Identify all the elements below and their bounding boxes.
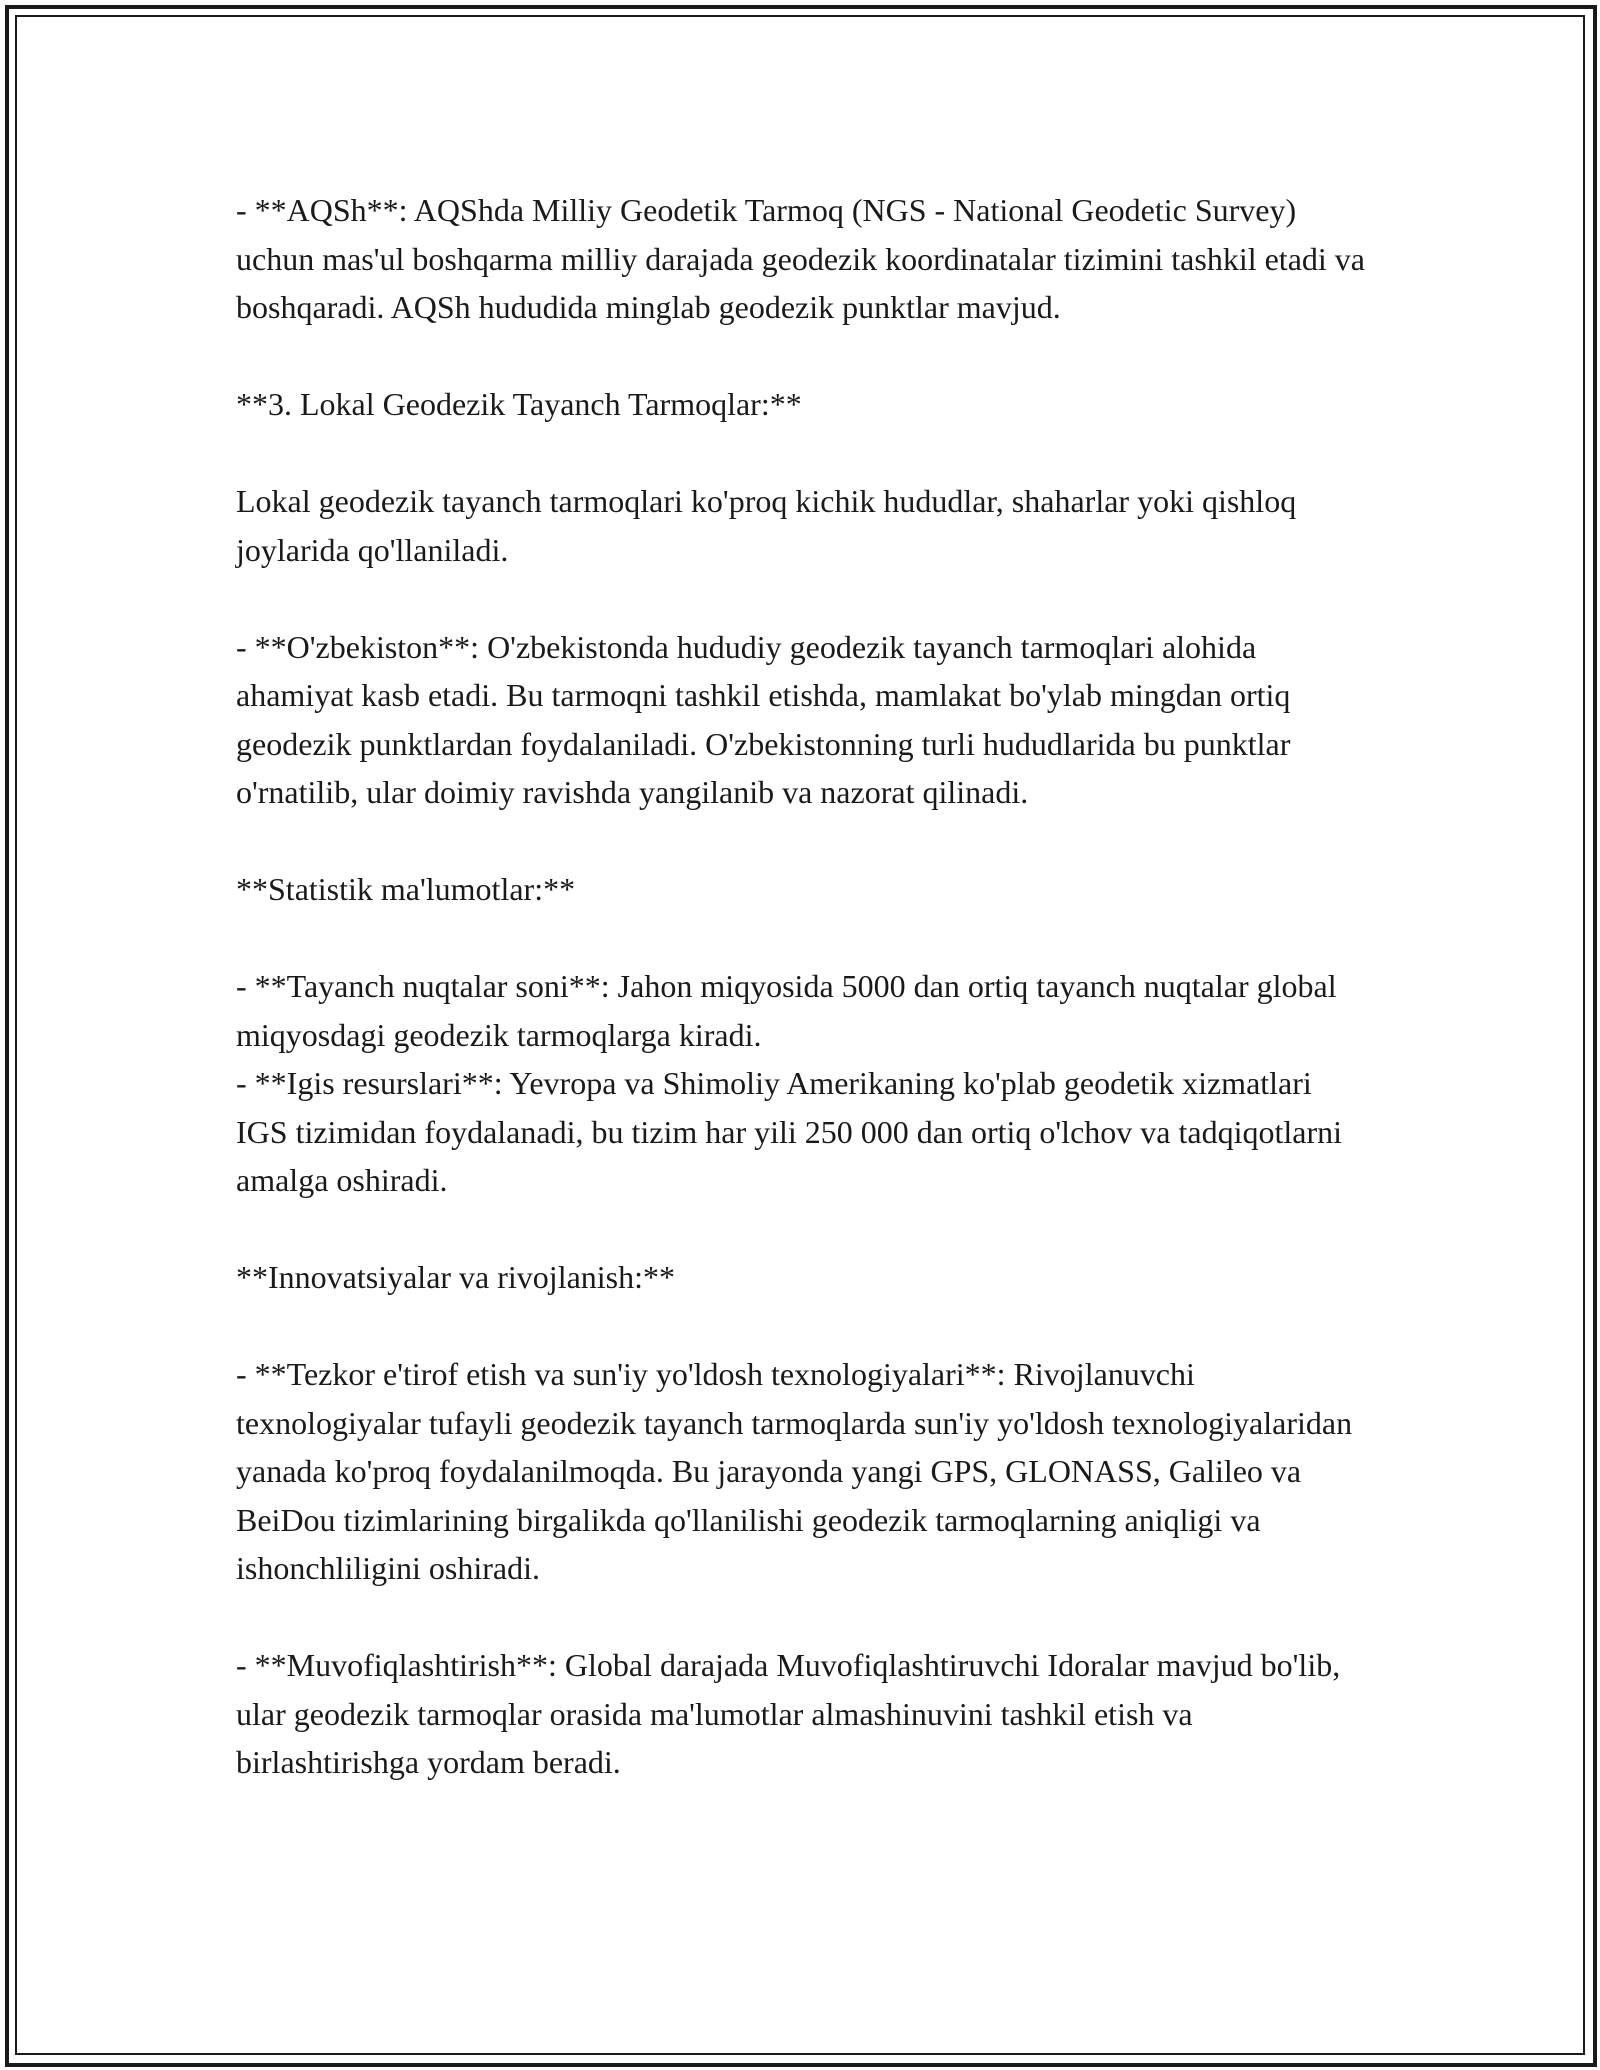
heading-local-networks: **3. Lokal Geodezik Tayanch Tarmoqlar:**	[236, 386, 802, 422]
paragraph-usa-ngs: - **AQSh**: AQShda Milliy Geodetik Tarmoq (NGS - National Geodetic Survey) uchun mas'ul boshqarma milliy darajada geodezik koordinatalar tizimini tashkil etadi va boshqaradi. AQSh hududida minglab geodezik punktlar mavjud.	[236, 192, 1365, 325]
paragraph-coordination: - **Muvofiqlashtirish**: Global darajada Muvofiqlashtiruvchi Idoralar mavjud bo'lib, ular geodezik tarmoqlar orasida ma'lumotlar almashinuvini tashkil etish va birlashtirishga yordam beradi.	[236, 1647, 1341, 1780]
document-body	[236, 186, 1366, 1787]
heading-innovations: **Innovatsiyalar va rivojlanish:**	[236, 1259, 676, 1295]
paragraph-satellite-technologies: - **Tezkor e'tirof etish va sun'iy yo'ldosh texnologiyalari**: Rivojlanuvchi texnologiyalar tufayli geodezik tayanch tarmoqlarda sun'iy yo'ldosh texnologiyalaridan yanada ko'proq foydalanilmoqda. Bu jarayonda yangi GPS, GLONASS, Galileo va BeiDou tizimlarining birgalikda qo'llanilishi geodezik tarmoqlarning aniqligi va ishonchliligini oshiradi.	[236, 1356, 1353, 1586]
heading-statistics: **Statistik ma'lumotlar:**	[236, 871, 576, 907]
paragraph-reference-points-count: - **Tayanch nuqtalar soni**: Jahon miqyosida 5000 dan ortiq tayanch nuqtalar global miqyosdagi geodezik tarmoqlarga kiradi.	[236, 968, 1337, 1053]
paragraph-igs-resources: - **Igis resurslari**: Yevropa va Shimoliy Amerikaning ko'plab geodetik xizmatlari IGS tizimidan foydalanadi, bu tizim har yili 250 000 dan ortiq o'lchov va tadqiqotlarni amalga oshiradi.	[236, 1065, 1342, 1198]
paragraph-uzbekistan: - **O'zbekiston**: O'zbekistonda hududiy geodezik tayanch tarmoqlari alohida ahamiyat kasb etadi. Bu tarmoqni tashkil etishda, mamlakat bo'ylab mingdan ortiq geodezik punktlardan foydalaniladi. O'zbekistonning turli hududlarida bu punktlar o'rnatilib, ular doimiy ravishda yangilanib va nazorat qilinadi.	[236, 628, 1291, 810]
paragraph-local-networks: Lokal geodezik tayanch tarmoqlari ko'proq kichik hududlar, shaharlar yoki qishloq joylarida qo'llaniladi.	[236, 483, 1297, 568]
